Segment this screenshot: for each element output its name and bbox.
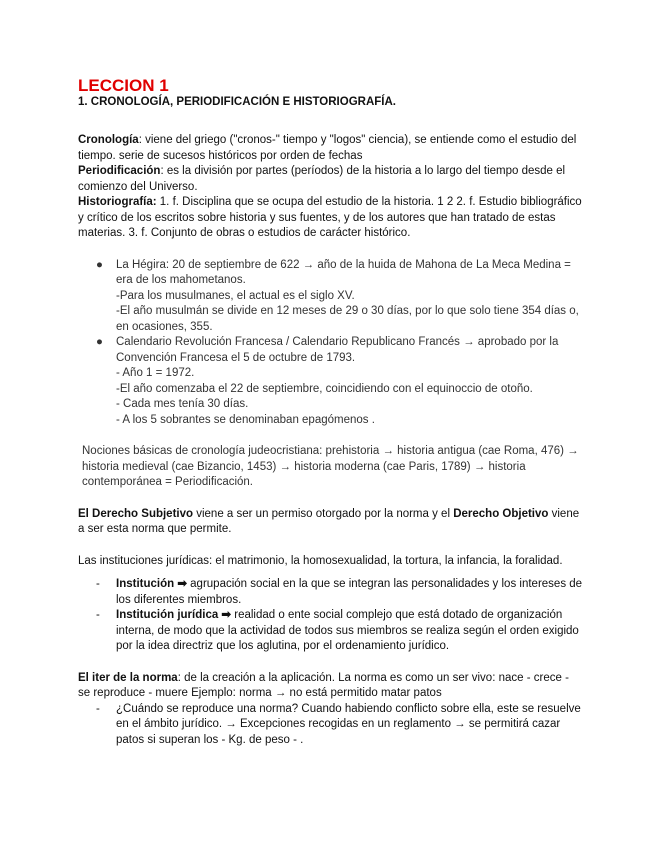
dash-marker: -: [96, 578, 100, 590]
institucion-item: [78, 577, 583, 608]
institucion-juridica-item: [78, 608, 583, 655]
definition-text: 1. f. Disciplina que se ocupa del estudio de la historia. 1 2 2. f. Estudio bibliográfico y crítico de los escritos sobre historia y sus fuentes, y de los autores que han tratado de estas materias. 3. f. Conjunto de obras o estudios de carácter histórico.: [78, 196, 582, 239]
bullet-icon: ●: [96, 336, 103, 348]
term: Historiografía:: [78, 196, 157, 208]
calendar-item-hegira: [78, 258, 583, 289]
term: Institución ➡: [116, 578, 187, 590]
calendar-text: Calendario Revolución Francesa / Calendario Republicano Francés → aprobado por la Convención Francesa el 5 de octubre de 1793.: [116, 336, 559, 364]
calendar-subitem: -El año musulmán se divide en 12 meses de 29 o 30 días, por lo que solo tiene 354 días o, en ocasiones, 355.: [116, 305, 579, 333]
definition-cronologia: [78, 133, 583, 164]
calendar-text: La Hégira: 20 de septiembre de 622 → año de la huida de Mahona de La Meca Medina = era de los mahometanos.: [116, 258, 571, 286]
term: Institución jurídica ➡: [116, 609, 232, 621]
dash-marker: -: [96, 609, 100, 621]
calendar-item-republicano: [78, 335, 583, 366]
nociones-paragraph: Nociones básicas de cronología judeocristiana: prehistoria → historia antigua (cae Roma, 476) → historia medieval (cae Bizancio, 1453) → historia moderna (cae Paris, 1789) → historia contemporánea = Periodificación.: [82, 445, 579, 488]
calendar-subitem: -Para los musulmanes, el actual es el siglo XV.: [116, 289, 355, 302]
definition-historiografia: [78, 195, 583, 242]
iter-paragraph: [78, 671, 583, 702]
calendar-subitem: - A los 5 sobrantes se denominaban epagómenos .: [116, 413, 375, 426]
definition-text: : es la división por partes (períodos) de la historia a lo largo del tiempo desde el comienzo del Universo.: [78, 165, 566, 193]
derecho-text: viene a ser esta norma que permite.: [78, 507, 580, 535]
lesson-title: LECCION 1: [78, 76, 169, 95]
calendar-subitem: - Año 1 = 1972.: [116, 367, 195, 379]
definition-text: : viene del griego ("cronos-" tiempo y "logos" ciencia), se entiende como el estudio del tiempo. serie de sucesos históricos por orden de fechas: [78, 134, 577, 162]
calendar-subitem: -El año comenzaba el 22 de septiembre, coincidiendo con el equinoccio de otoño.: [116, 382, 533, 395]
item-text: agrupación social en la que se integran las personalidades y los intereses de los diferentes miembros.: [116, 578, 583, 606]
definition-periodificacion: [78, 164, 583, 195]
iter-text: : de la creación a la aplicación. La norma es como un ser vivo: nace - crece - se reproduce - muere Ejemplo: norma → no está permitido matar patos: [78, 671, 569, 699]
item-text: realidad o ente social complejo que está dotado de organización interna, de modo que la actividad de todos sus miembros se realiza según el orden exigido por la idea directriz que los aglutina, por el ordenamiento jurídico.: [116, 609, 579, 652]
calendar-subitem: - Cada mes tenía 30 días.: [116, 398, 249, 410]
derecho-paragraph: [78, 507, 583, 538]
section-heading: 1. CRONOLOGÍA, PERIODIFICACIÓN E HISTORIOGRAFÍA.: [78, 96, 396, 108]
iter-item: [78, 702, 583, 749]
term: El iter de la norma: [78, 671, 178, 684]
item-text: ¿Cuándo se reproduce una norma? Cuando habiendo conflicto sobre ella, este se resuelve en el ámbito jurídico. → Excepciones recogidas en un reglamento → se permitirá cazar patos si superan los - Kg. de peso - .: [116, 702, 581, 746]
term: Periodificación: [78, 165, 161, 177]
dash-marker: -: [96, 702, 100, 715]
instituciones-paragraph: Las instituciones jurídicas: el matrimonio, la homosexualidad, la tortura, la infancia, la foralidad.: [78, 554, 563, 567]
term: Derecho Objetivo: [453, 507, 549, 520]
term: El Derecho Subjetivo: [78, 507, 194, 520]
term: Cronología: [78, 134, 139, 146]
document-page: [78, 76, 583, 748]
derecho-text: viene a ser un permiso otorgado por la norma y el: [193, 507, 454, 520]
bullet-icon: ●: [96, 258, 103, 271]
